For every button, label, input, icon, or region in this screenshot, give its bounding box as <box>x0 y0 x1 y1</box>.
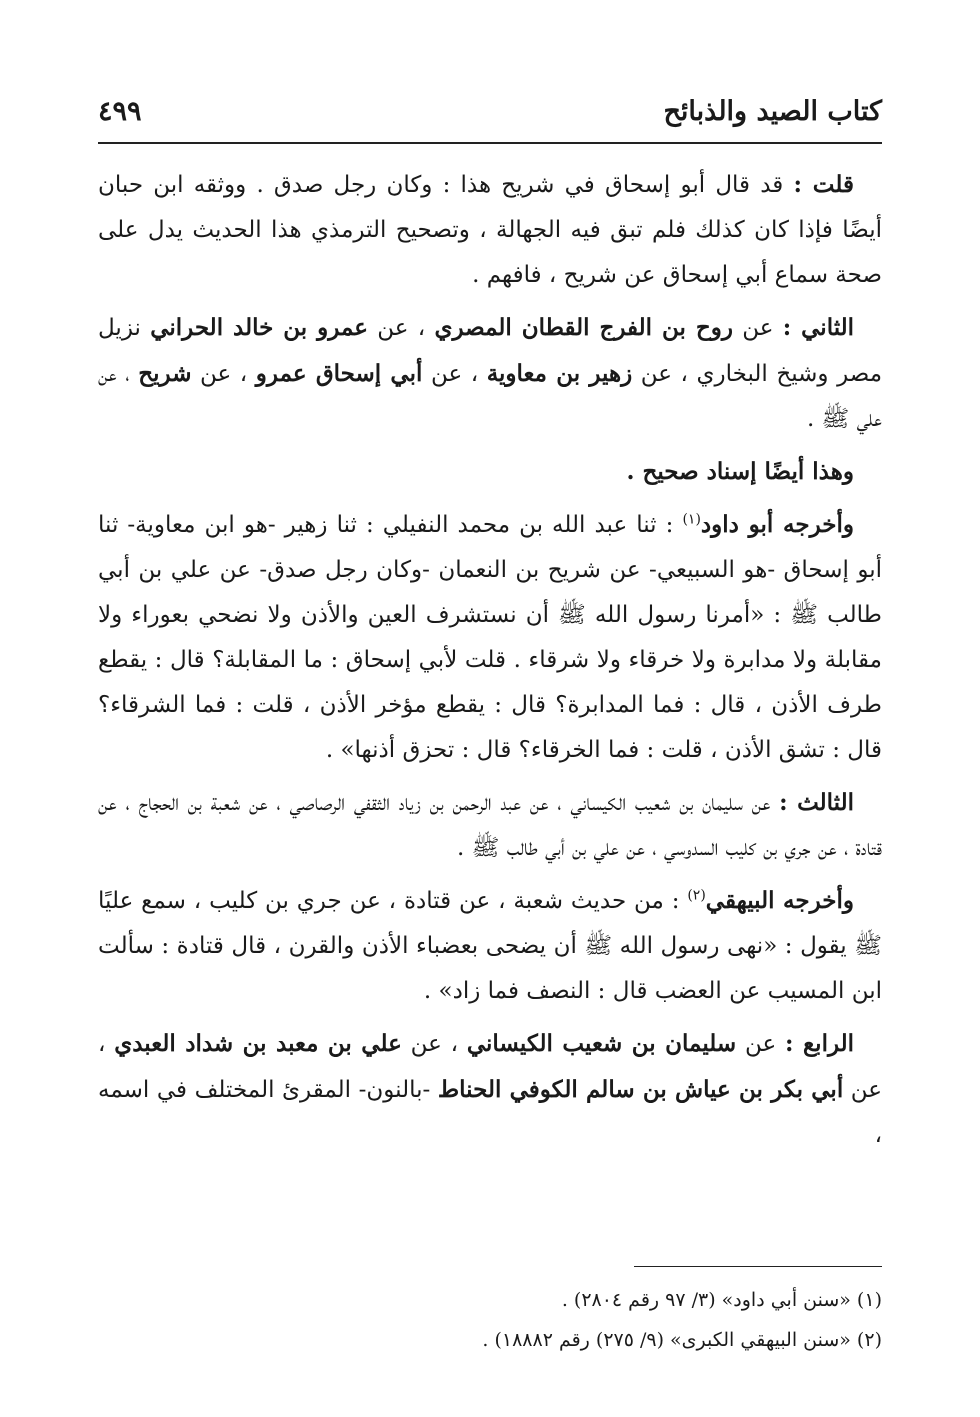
text-segment: نزيل مصر وشيخ البخاري ، عن <box>98 315 883 387</box>
paragraph-1 <box>98 162 882 298</box>
paragraph-text: قد قال أبو إسحاق في شريح هذا : وكان رجل صدق . ووثقه ابن حبان أيضًا فإذا كان كذلك فلم تبق فيه الجهالة ، وتصحيح الترمذي هذا الحديث يدل على صحة سماع أبي إسحاق عن شريح ، فافهم . <box>98 172 882 288</box>
paragraph-4 <box>98 502 882 773</box>
footnote-divider <box>634 1266 882 1267</box>
footnote-ref: (١) <box>682 511 701 528</box>
narrator-name: أبي بكر بن عياش بن سالم الكوفي الحناط <box>437 1076 844 1103</box>
page-header <box>98 92 882 144</box>
narrator-name: عمرو بن خالد الحراني <box>150 314 368 341</box>
text-segment: ، عن <box>98 1031 882 1103</box>
narrator-name: زهير بن معاوية <box>486 360 633 387</box>
paragraph-6 <box>98 878 882 1014</box>
text-segment: ، عن <box>200 361 248 387</box>
page-body <box>98 162 882 1165</box>
narrator-name: أبي إسحاق عمرو <box>255 360 423 387</box>
paragraph-7 <box>98 1021 882 1158</box>
text-segment: ، عن <box>410 1031 459 1057</box>
footnote-1: (١) «سنن أبي داود» (٣/ ٩٧ رقم ٢٨٠٤) . <box>561 1289 882 1311</box>
chapter-title: كتاب الصيد والذبائح <box>663 96 882 127</box>
footnote-ref: (٢) <box>687 887 706 904</box>
paragraph-3 <box>98 449 882 495</box>
text-segment: ، عن علي ﷺ . <box>98 361 882 432</box>
paragraph-label: وأخرجه أبو داود <box>700 511 855 538</box>
narrator-name: شريح <box>138 360 192 387</box>
paragraph-text: عن سليمان بن شعيب الكيساني ، عن عبد الرحمن بن زياد الثقفي الرصاصي ، عن شعبة بن الحجاج ، عن قتادة ، عن جري بن كليب السدوسي ، عن علي بن أبي طالب ﷺ . <box>98 790 882 861</box>
paragraph-text: : من حديث شعبة ، عن قتادة ، عن جري بن كليب ، سمع عليًا ﷺ يقول : «نهى رسول الله ﷺ أن يضحى بعضباء الأذن والقرن ، قال قتادة : سألت ابن المسيب عن العضب قال : النصف فما زاد» . <box>98 888 882 1004</box>
text-segment: ، عن <box>430 361 479 387</box>
narrator-name: علي بن معبد بن شداد العبدي <box>114 1030 402 1057</box>
footnotes <box>98 1280 882 1360</box>
text-segment: عن <box>744 1031 777 1057</box>
narrator-name: سليمان بن شعيب الكيساني <box>466 1030 737 1057</box>
text-segment: -بالنون- المقرئ المختلف في اسمه ، <box>98 1077 882 1148</box>
narrator-name: روح بن الفرج القطان المصري <box>434 314 733 341</box>
paragraph-2 <box>98 305 882 442</box>
footnote-2: (٢) «سنن البيهقي الكبرى» (٩/ ٢٧٥) رقم ١٨٨٨٢) . <box>482 1329 882 1351</box>
paragraph-label: وأخرجه البيهقي <box>705 887 854 914</box>
paragraph-label: الثالث : <box>779 789 855 816</box>
page-number: ٤٩٩ <box>98 96 142 127</box>
paragraph-label: قلت : <box>793 171 855 198</box>
paragraph-5 <box>98 780 882 871</box>
text-segment: عن <box>742 315 774 341</box>
paragraph-label: الثاني : <box>782 314 855 341</box>
text-segment: ، عن <box>377 315 426 341</box>
paragraph-label: الرابع : <box>784 1030 855 1057</box>
paragraph-text: : ثنا عبد الله بن محمد النفيلي : ثنا زهير -هو ابن معاوية- ثنا أبو إسحاق -هو السبيعي- عن شريح بن النعمان -وكان رجل صدق- عن علي بن أبي طالب ﷺ : «أمرنا رسول الله ﷺ أن نستشرف العين والأذن ولا نضحي بعوراء ولا مقابلة ولا مدابرة ولا خرقاء ولا شرقاء . قلت لأبي إسحاق : ما المقابلة؟ قال : يقطع طرف الأذن ، قال : فما المدابرة؟ قال : يقطع مؤخر الأذن ، قلت : فما الشرقاء؟ قال : تشق الأذن ، قلت : فما الخرقاء؟ قال : تحزق أذنها» . <box>98 512 882 763</box>
paragraph-text: وهذا أيضًا إسناد صحيح . <box>626 458 854 485</box>
